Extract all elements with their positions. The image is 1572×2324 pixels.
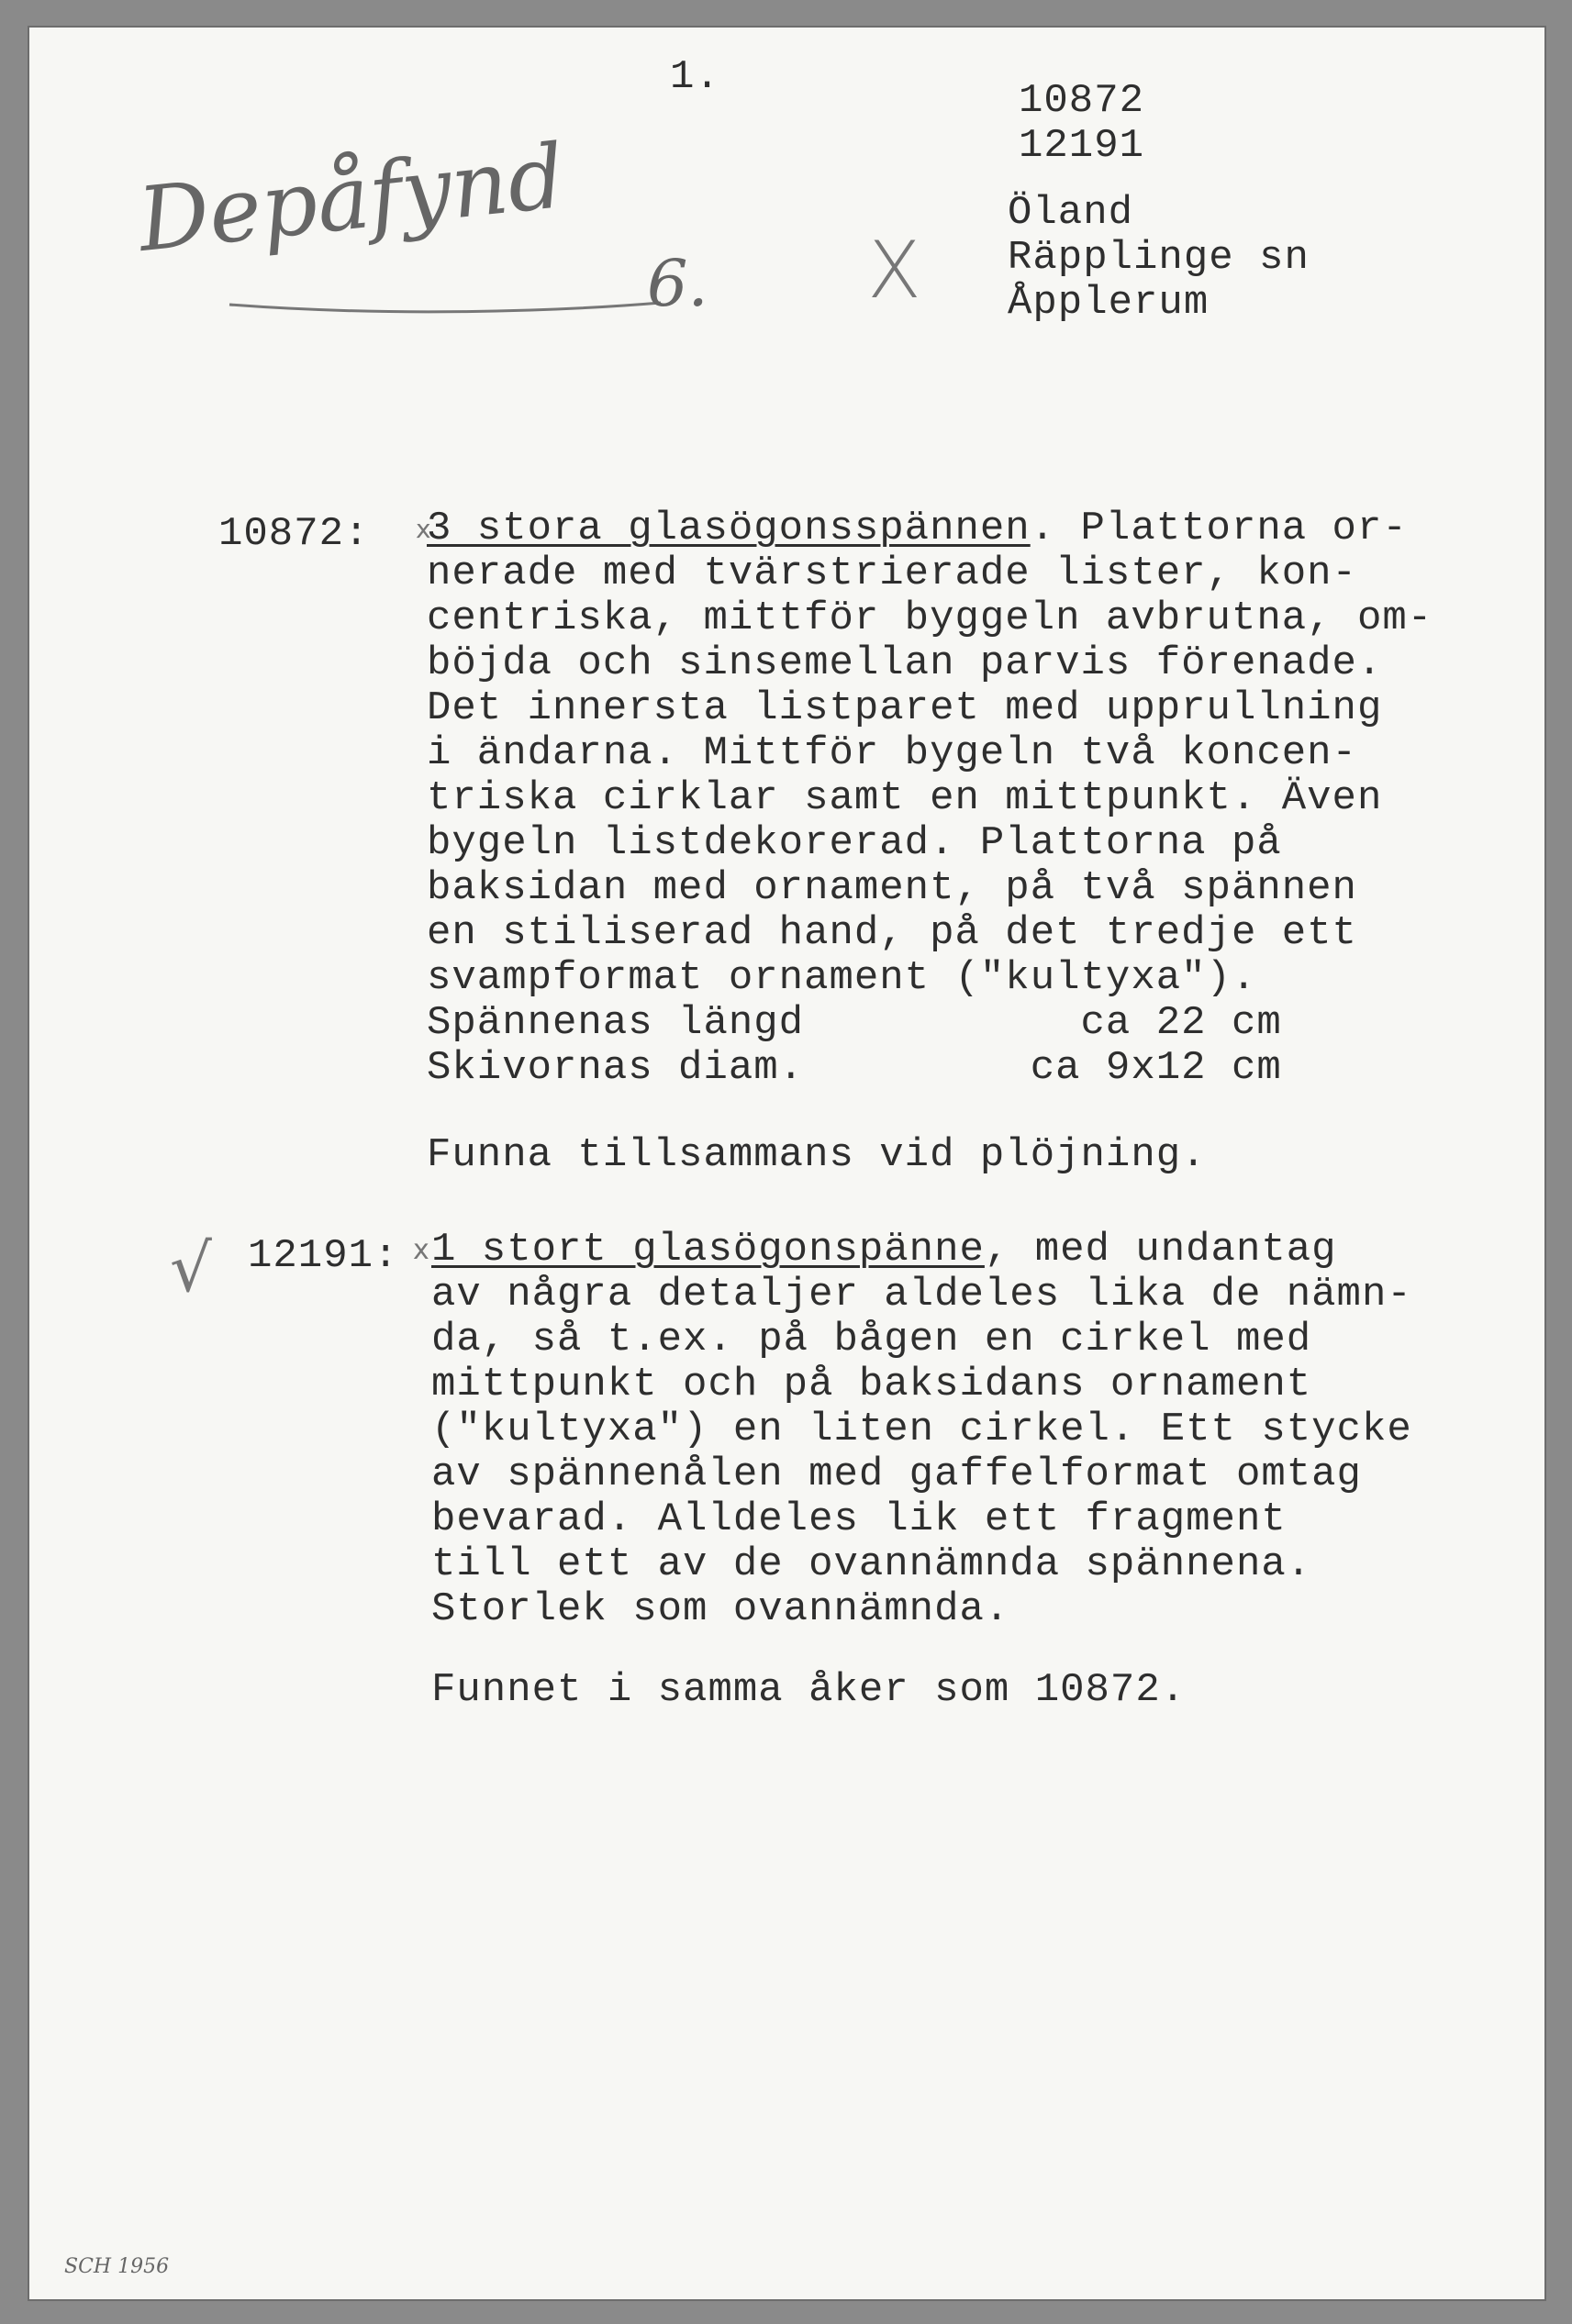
entry-2-line: bevarad. Alldeles lik ett fragment — [431, 1496, 1287, 1542]
location-island: Öland — [1008, 190, 1134, 236]
handwritten-check-mark: √ — [170, 1229, 212, 1307]
entry-1-line: i ändarna. Mittför bygeln två koncen- — [427, 730, 1357, 776]
entry-2-line: av spännenålen med gaffelformat omtag — [431, 1451, 1362, 1497]
catalog-number-1: 10872 — [1019, 78, 1145, 124]
entry-1-line: baksidan med ornament, på två spännen — [427, 865, 1357, 911]
page-number: 1. — [670, 54, 720, 100]
catalog-number-2: 12191 — [1019, 123, 1145, 169]
handwritten-number: 6. — [647, 246, 708, 321]
entry-1-line: nerade med tvärstrierade lister, kon- — [427, 550, 1357, 596]
handwritten-underline — [0, 0, 1, 1]
entry-1-tick-x: x — [416, 514, 431, 544]
entry-2-tick-x: x — [413, 1234, 429, 1266]
entry-1-line: Skivornas diam. ca 9x12 cm — [427, 1045, 1282, 1091]
entry-1-title: 3 stora glasögonsspännen — [427, 506, 1031, 551]
handwritten-title: Depåfynd — [133, 124, 570, 272]
entry-1-id: 10872: — [218, 511, 370, 557]
entry-2-line: da, så t.ex. på bågen en cirkel med — [431, 1317, 1312, 1362]
entry-2-note: Funnet i samma åker som 10872. — [431, 1667, 1187, 1713]
entry-2-line: till ett av de ovannämnda spännena. — [431, 1541, 1312, 1587]
entry-2-line: ("kultyxa") en liten cirkel. Ett stycke — [431, 1407, 1412, 1452]
entry-1-line: triska cirklar samt en mittpunkt. Även — [427, 775, 1383, 821]
entry-1-line: centriska, mittför byggeln avbrutna, om- — [427, 595, 1433, 641]
entry-2-line: mittpunkt och på baksidans ornament — [431, 1362, 1312, 1407]
entry-2-line: av några detaljer aldeles lika de nämn- — [431, 1272, 1412, 1318]
entry-2-line: Storlek som ovannämnda. — [431, 1586, 1010, 1632]
entry-1-line: Spännenas längd ca 22 cm — [427, 1000, 1282, 1046]
entry-1-line: bygeln listdekorerad. Plattorna på — [427, 820, 1282, 866]
entry-1-line: 3 stora glasögonsspännen. Plattorna or- — [427, 506, 1408, 551]
entry-1-line: en stiliserad hand, på det tredje ett — [427, 910, 1357, 956]
entry-1-note: Funna tillsammans vid plöjning. — [427, 1132, 1207, 1178]
location-parish: Räpplinge sn — [1008, 235, 1310, 281]
entry-2-title: 1 stort glasögonspänne — [431, 1227, 985, 1273]
entry-2-id: 12191: — [248, 1233, 399, 1279]
entry-1-line: svampformat ornament ("kultyxa"). — [427, 955, 1257, 1001]
entry-1-line: Det innersta listparet med upprullning — [427, 685, 1383, 731]
entry-2-line: 1 stort glasögonspänne, med undantag — [431, 1227, 1337, 1273]
handwritten-footer: SCH 1956 — [64, 2255, 170, 2278]
handwritten-cross: X — [867, 225, 921, 317]
entry-1-line: böjda och sinsemellan parvis förenade. — [427, 640, 1383, 686]
location-farm: Åpplerum — [1008, 280, 1210, 326]
